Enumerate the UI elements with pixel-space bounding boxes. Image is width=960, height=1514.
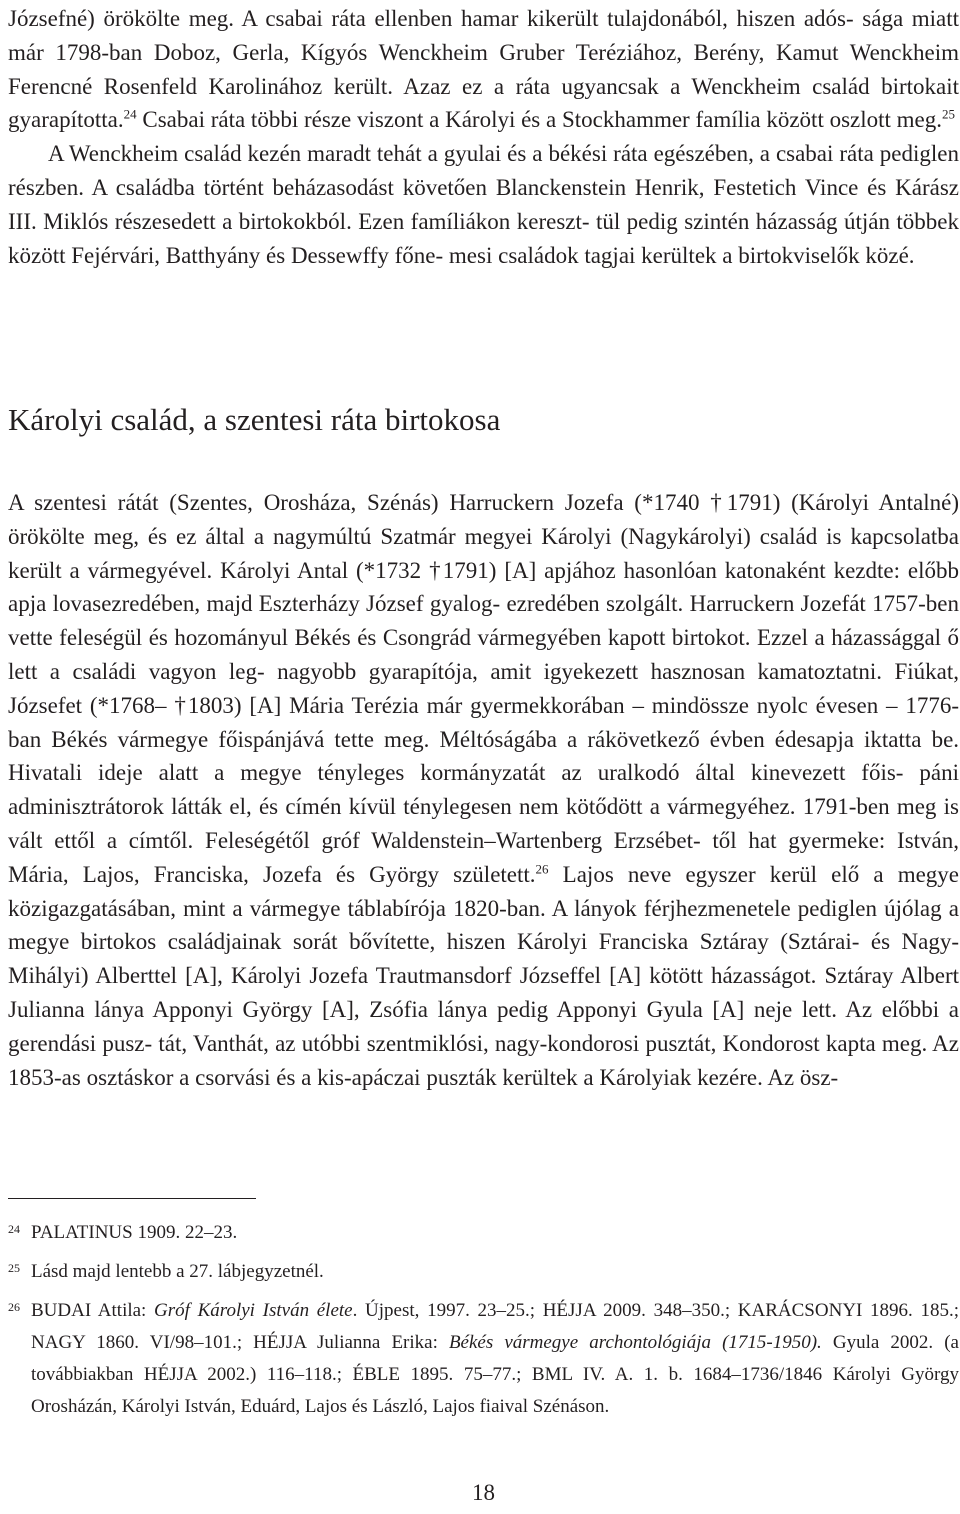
footnote-divider bbox=[8, 1198, 256, 1199]
section-heading: Károlyi család, a szentesi ráta birtokosa bbox=[8, 402, 501, 437]
text-line: be. Hivatali ideje alatt a megye tényleges kormányzatát az uralkodó által kinevezett főis- bbox=[8, 726, 960, 786]
text-line: sága miatt már 1798-ban Doboz, Gerla, Kígyós Wenckheim Gruber Teréziához, Berény, bbox=[8, 6, 960, 65]
footnotes bbox=[8, 1217, 959, 1430]
footnote-number: 24 bbox=[8, 1222, 20, 1236]
text-line: Lajos neve bbox=[548, 861, 672, 887]
text-line: hiszen Károlyi Franciska Sztáray (Sztárai- és Nagy-Mihályi) Alberttel [A], Károlyi Jozefa bbox=[8, 929, 959, 989]
main-text-part2 bbox=[8, 862, 959, 1090]
text-line: mesi családok tagjai kerültek a birtokviselők közé. bbox=[448, 242, 915, 268]
text-line: Festetich Vince és Kárász III. Miklós részesedett a birtokokból. Ezen famíliákon kereszt- bbox=[8, 174, 960, 234]
footnote-24 bbox=[8, 1217, 959, 1249]
text-line: ezredében szolgált. Harruckern Jozefát 1757-ben vette feleségül és hozományul Békés és bbox=[8, 591, 959, 651]
footnote-text: . Újpest, 1997. 23–25.; HÉJJA 2009. 348–350.; KARÁCSONYI 1896. 185.; NAGY 1860. VI/98–101.; HÉJJA Julianna Erika: bbox=[31, 1300, 959, 1353]
text-line: Antalné) örökölte meg, és ez által a nagymúltú Szatmár megyei Károlyi (Nagykárolyi) bbox=[8, 490, 960, 549]
text-line: A szentesi rátát (Szentes, Orosháza, Szénás) Harruckern Jozefa (*1740 †1791) (Károlyi bbox=[8, 490, 870, 515]
text-line: Békés vármegye főispánjává tette meg. Méltóságába a rákövetkező évben édesapja iktatta bbox=[51, 726, 922, 752]
page-number: 18 bbox=[472, 1480, 495, 1505]
footnote-title-italic: Gróf Károlyi István élete bbox=[154, 1300, 353, 1321]
text-line: től hat gyermeke: István, Mária, Lajos, Franciska, Jozefa és György született. bbox=[8, 827, 960, 887]
text-line: család is kapcsolatba került a vármegyével. Károlyi Antal (*1732 †1791) [A] apjához bbox=[8, 523, 960, 583]
text-line: †1803) [A] Mária Terézia már gyermekkorában – mindössze nyolc évesen – 1776-ban bbox=[8, 692, 959, 752]
footnote-ref-25[interactable]: 25 bbox=[942, 106, 956, 122]
text-line: Trautmansdorf Józseffel [A] kötött házasságot. Sztáray Albert Julianna lánya Apponyi bbox=[8, 963, 960, 1022]
footnote-text: BUDAI Attila: bbox=[31, 1300, 155, 1321]
footnote-25 bbox=[8, 1256, 959, 1288]
text-line: György [A], Zsófia lánya pedig Apponyi Gyula [A] neje lett. Az előbbi a gerendási pusz- bbox=[8, 996, 960, 1056]
footnote-text: Lásd majd lentebb a 27. lábjegyzetnél. bbox=[31, 1261, 324, 1282]
text-line: Wenckheim család birtokait gyarapította. bbox=[8, 73, 960, 133]
text-line: tül pedig szintén házasság útján többek között Fejérvári, Batthyány és Dessewffy főne- bbox=[8, 208, 959, 268]
footnote-ref-26[interactable]: 26 bbox=[535, 861, 549, 877]
footnote-26 bbox=[8, 1295, 959, 1423]
text-line: tát, Vanthát, az utóbbi szentmiklósi, nagy-kondorosi pusztát, Kondorost kapta meg. Az bbox=[158, 1030, 959, 1056]
footnote-number: 26 bbox=[8, 1300, 20, 1314]
text-line: páni adminisztrátorok látták el, és címén kívül ténylegesen nem kötődött a vármegyéhez. bbox=[8, 760, 959, 820]
footnote-title-italic: Békés vármegye archontológiája (1715-1950). bbox=[448, 1332, 822, 1353]
text-line: nagyobb gyarapítója, amit igyekezett hasznosan kamatoztatni. Fiúkat, Józsefet (*1768– bbox=[8, 658, 960, 718]
text-line: Stockhammer família között oszlott meg. bbox=[561, 107, 943, 133]
text-line: ráta pediglen részben. A családba történt beházasodást követően Blanckenstein Henrik, bbox=[8, 141, 960, 200]
text-line: Csongrád vármegyében kapott birtokot. Ezzel a házassággal ő lett a családi vagyon leg- bbox=[8, 625, 960, 684]
text-line: A Wenckheim család kezén maradt tehát a gyulai és a békési ráta egészében, a csabai bbox=[48, 141, 834, 167]
footnote-ref-24[interactable]: 24 bbox=[123, 106, 137, 122]
text-line: lányok férjhezmenetele pediglen újólag a megye birtokos családjainak sorát bővítette, bbox=[8, 895, 960, 955]
text-line: egyszer kerül elő a megye közigazgatásában, mint a vármegye táblabírója 1820-ban. A bbox=[8, 861, 960, 921]
main-text-part1 bbox=[8, 490, 959, 887]
footnote-text: PALATINUS 1909. 22–23. bbox=[31, 1222, 238, 1243]
footnote-text: Gyula 2002. (a továbbiakban HÉJJA 2002.) 116–118.; ÉBLE 1895. 75–77.; BML IV. A. 1. b. 1684–1736/1846 Károlyi György Orosházán, Károlyi István, Eduárd, Lajos és László, Lajos fiaival Szénáson. bbox=[31, 1332, 959, 1417]
text-line: Kamut Wenckheim Ferencné Rosenfeld Karolinához került. Azaz ez a ráta ugyancsak a bbox=[8, 39, 959, 99]
text-line: 1853-as osztáskor a csorvási és a kis-apáczai puszták kerültek a Károlyiak kezére. Az ösz- bbox=[8, 1064, 839, 1090]
text-line: hasonlóan katonaként kezdte: előbb apja lovasezredében, majd Eszterházy József gyalog- bbox=[8, 557, 960, 617]
text-line: 1791-ben meg is vált ettől a címtől. Feleségétől gróf Waldenstein–Wartenberg Erzsébet- bbox=[8, 794, 959, 853]
paragraph-intro bbox=[8, 2, 959, 272]
paragraph-main bbox=[8, 486, 959, 1094]
text-line: Csabai ráta többi része viszont a Károlyi és a bbox=[136, 107, 557, 133]
footnote-number: 25 bbox=[8, 1261, 20, 1275]
text-line: Józsefné) örökölte meg. A csabai ráta ellenben hamar kikerült tulajdonából, hiszen adós- bbox=[8, 6, 854, 31]
